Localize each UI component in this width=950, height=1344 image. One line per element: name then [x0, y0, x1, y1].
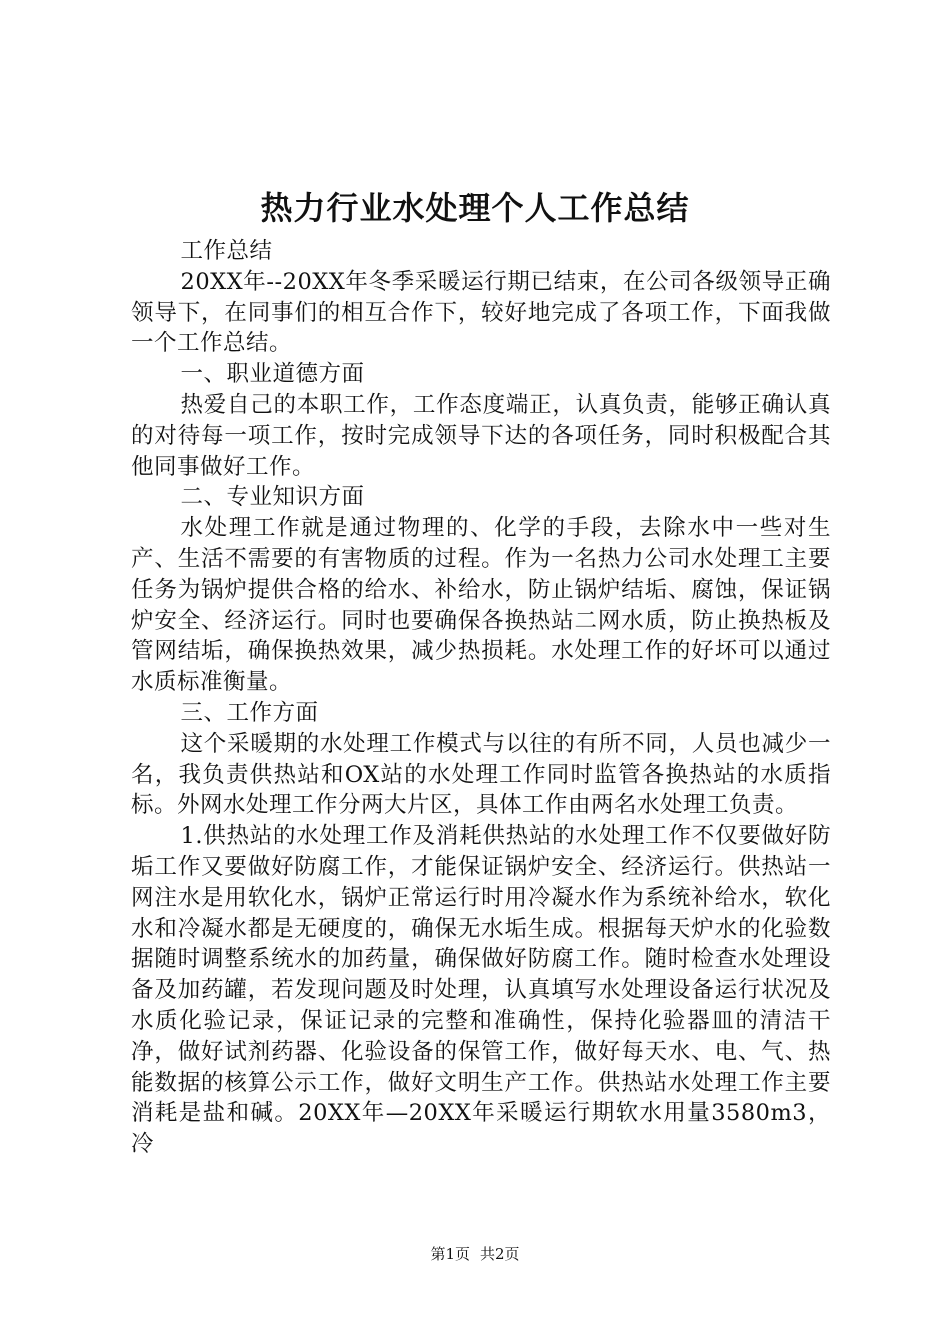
page-total: 共2页 [480, 1245, 520, 1263]
document-title: 热力行业水处理个人工作总结 [260, 189, 690, 227]
paragraph-ethics: 热爱自己的本职工作，工作态度端正，认真负责，能够正确认真的对待每一项工作，按时完成领导下达的各项任务，同时积极配合其他同事做好工作。 [131, 391, 831, 480]
paragraph-heading-summary: 工作总结 [180, 238, 273, 264]
page-number: 第1页 [430, 1245, 470, 1263]
paragraph-work-item-1: 1.供热站的水处理工作及消耗供热站的水处理工作不仅要做好防垢工作又要做好防腐工作，才能保证锅炉安全、经济运行。供热站一网注水是用软化水，锅炉正常运行时用冷凝水作为系统补给水，软化水和冷凝水都是无硬度的，确保无水垢生成。根据每天炉水的化验数据随时调整系统水的加药量，确保做好防腐工作。随时检查水处理设备及加药罐，若发现问题及时处理，认真填写水处理设备运行状况及水质化验记录，保证记录的完整和准确性，保持化验器皿的清洁干净，做好试剂药器、化验设备的保管工作，做好每天水、电、气、热能数据的核算公示工作，做好文明生产工作。供热站水处理工作主要消耗是盐和碱。20XX年—20XX年采暖运行期软水用量3580m3，冷 [131, 823, 831, 1158]
paragraph-work: 这个采暖期的水处理工作模式与以往的有所不同，人员也减少一名，我负责供热站和OX站的水处理工作同时监管各换热站的水质指标。外网水处理工作分两大片区，具体工作由两名水处理工负责。 [131, 730, 831, 819]
section-heading-ethics: 一、职业道德方面 [180, 361, 365, 388]
paragraph-knowledge: 水处理工作就是通过物理的、化学的手段，去除水中一些对生产、生活不需要的有害物质的过程。作为一名热力公司水处理工主要任务为锅炉提供合格的给水、补给水，防止锅炉结垢、腐蚀，保证锅炉安全、经济运行。同时也要确保各换热站二网水质，防止换热板及管网结垢，确保换热效果，减少热损耗。水处理工作的好坏可以通过水质标准衡量。 [131, 515, 831, 696]
page-footer [0, 1244, 950, 1264]
section-heading-knowledge: 二、专业知识方面 [180, 484, 365, 511]
section-heading-work: 三、工作方面 [180, 699, 319, 726]
paragraph-intro: 20XX年--20XX年冬季采暖运行期已结束，在公司各级领导正确领导下，在同事们的相互合作下，较好地完成了各项工作，下面我做一个工作总结。 [131, 268, 831, 357]
document-body [131, 236, 831, 1160]
